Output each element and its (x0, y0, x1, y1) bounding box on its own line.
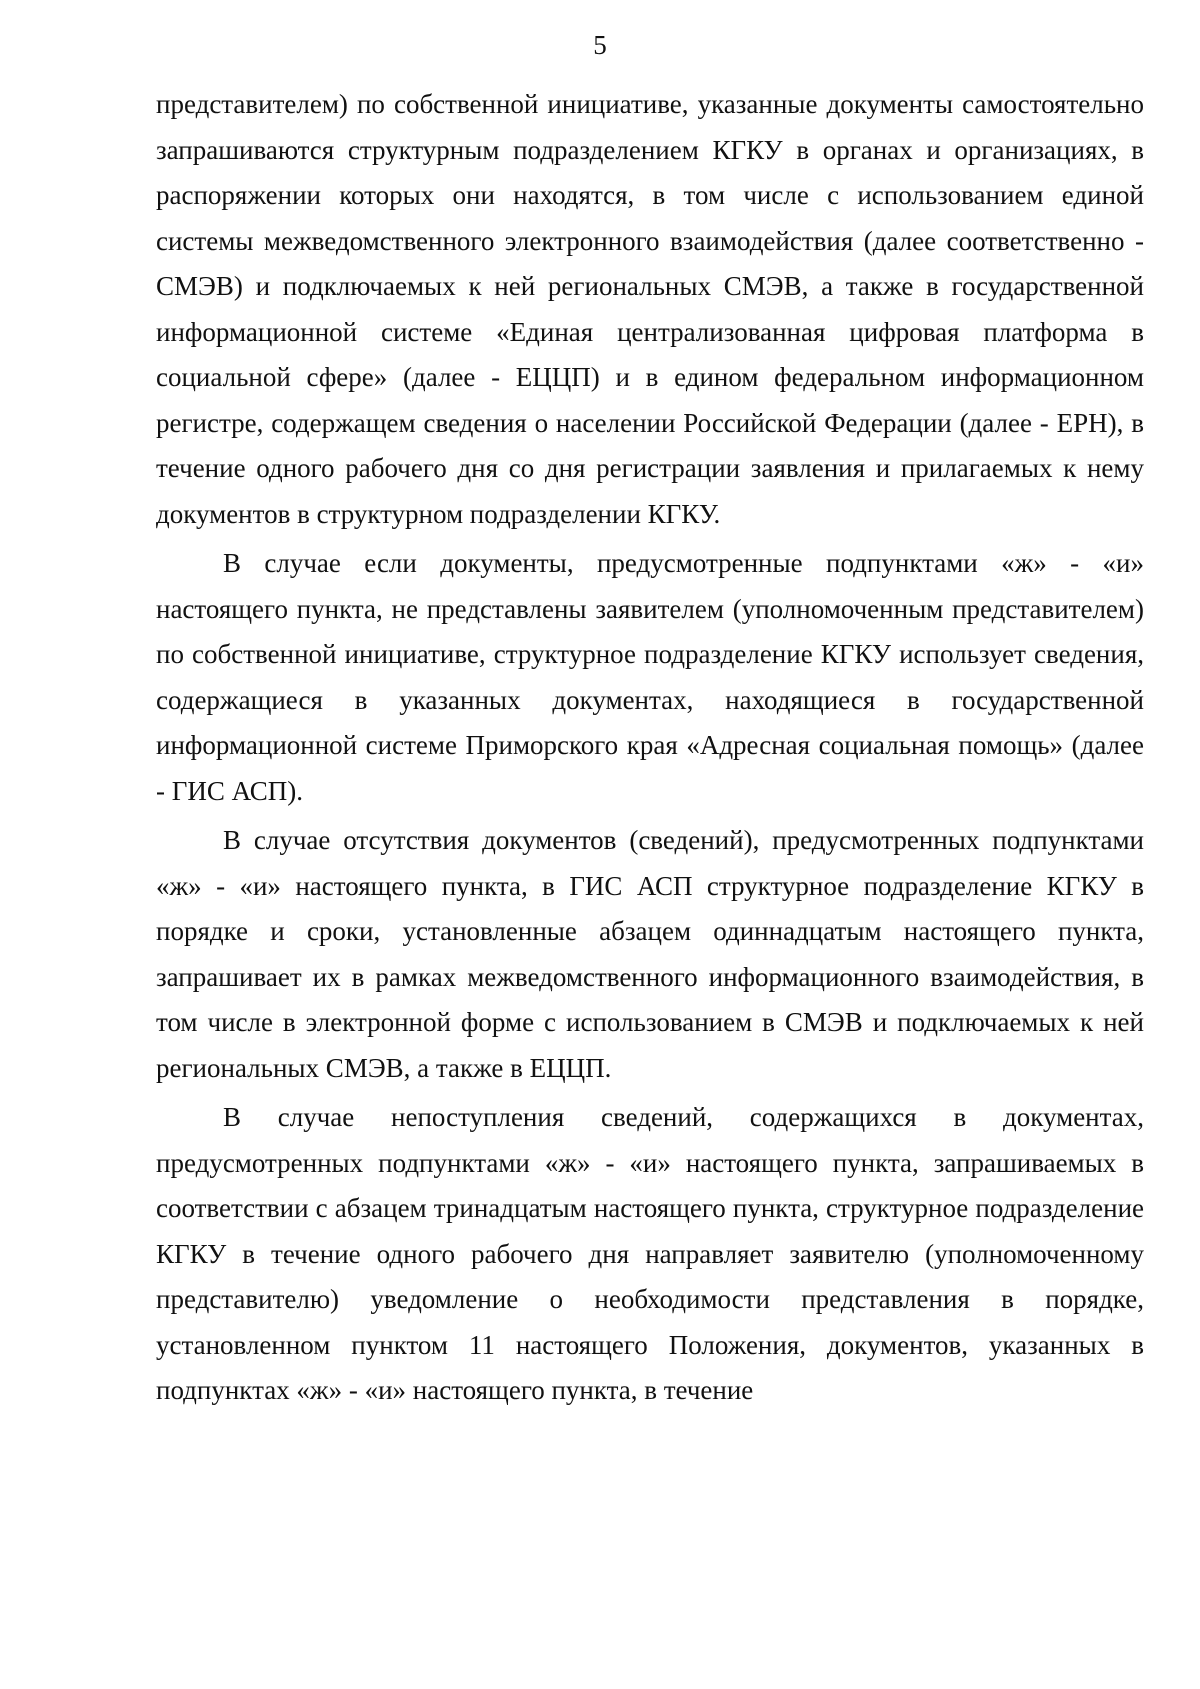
paragraph-continuation: представителем) по собственной инициативе, указанные документы самостоятельно запрашиваются структурным подразделением КГКУ в органах и организациях, в распоряжении которых они находятся, в том числе с использованием единой системы межведомственного электронного взаимодействия (далее соответственно - СМЭВ) и подключаемых к ней региональных СМЭВ, а также в государственной информационной системе «Единая централизованная цифровая платформа в социальной сфере» (далее - ЕЦЦП) и в едином федеральном информационном регистре, содержащем сведения о населении Российской Федерации (далее - ЕРН), в течение одного рабочего дня со дня регистрации заявления и прилагаемых к нему документов в структурном подразделении КГКУ. (156, 89, 1144, 529)
paragraph-nonreceipt-notice: В случае непоступления сведений, содержащихся в документах, предусмотренных подпунктами «ж» - «и» настоящего пункта, запрашиваемых в соответствии с абзацем тринадцатым настоящего пункта, структурное подразделение КГКУ в течение одного рабочего дня направляет заявителю (уполномоченному представителю) уведомление о необходимости представления в порядке, установленном пунктом 11 настоящего Положения, документов, указанных в подпунктах «ж» - «и» настоящего пункта, в течение (156, 1102, 1144, 1405)
paragraph-gis-asp-usage: В случае если документы, предусмотренные подпунктами «ж» - «и» настоящего пункта, не представлены заявителем (уполномоченным представителем) по собственной инициативе, структурное подразделение КГКУ использует сведения, содержащиеся в указанных документах, находящиеся в государственной информационной системе Приморского края «Адресная социальная помощь» (далее - ГИС АСП). (156, 548, 1144, 806)
document-body (156, 82, 1144, 1414)
paragraph-interagency-request: В случае отсутствия документов (сведений), предусмотренных подпунктами «ж» - «и» настоящего пункта, в ГИС АСП структурное подразделение КГКУ в порядке и сроки, установленные абзацем одиннадцатым настоящего пункта, запрашивает их в рамках межведомственного информационного взаимодействия, в том числе в электронной форме с использованием в СМЭВ и подключаемых к ней региональных СМЭВ, а также в ЕЦЦП. (156, 825, 1144, 1083)
page-number: 5 (593, 30, 607, 60)
